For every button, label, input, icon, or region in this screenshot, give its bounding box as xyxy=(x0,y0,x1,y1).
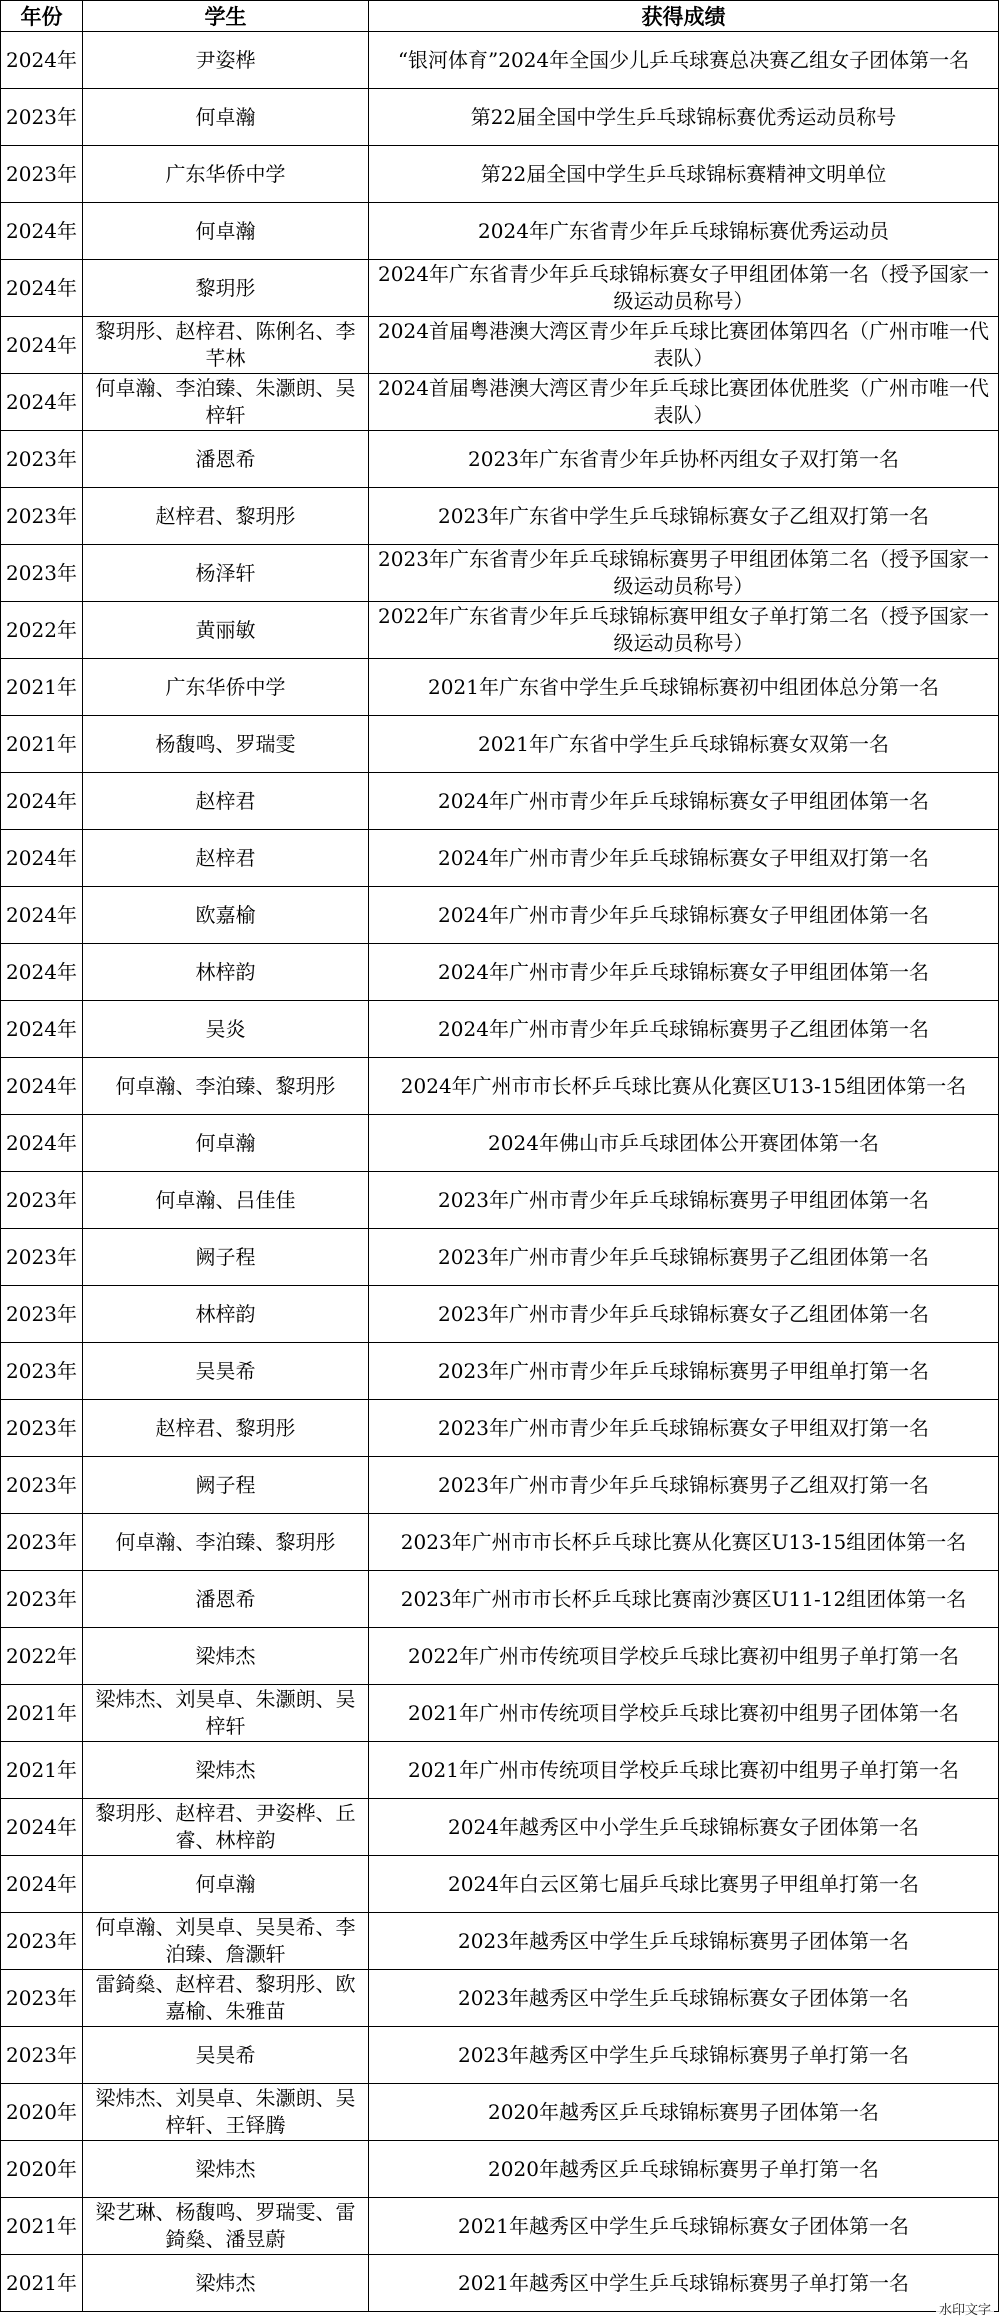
row-year: 2024年 xyxy=(1,317,83,374)
row-student: 赵梓君 xyxy=(83,830,369,887)
row-student: 何卓瀚、李泊臻、朱灏朗、吴梓轩 xyxy=(83,374,369,431)
row-student: 林梓韵 xyxy=(83,1286,369,1343)
row-award: 2024年广州市青少年乒乓球锦标赛女子甲组双打第一名 xyxy=(369,830,999,887)
row-student: 尹姿桦 xyxy=(83,32,369,89)
table-row xyxy=(1,1286,999,1343)
table-row xyxy=(1,1058,999,1115)
row-year: 2022年 xyxy=(1,1628,83,1685)
row-award: 2023年广州市青少年乒乓球锦标赛女子乙组团体第一名 xyxy=(369,1286,999,1343)
row-year: 2023年 xyxy=(1,1457,83,1514)
row-year: 2023年 xyxy=(1,146,83,203)
table-row xyxy=(1,203,999,260)
row-student: 赵梓君、黎玥彤 xyxy=(83,488,369,545)
row-award: 2021年越秀区中学生乒乓球锦标赛女子团体第一名 xyxy=(369,2198,999,2255)
row-year: 2021年 xyxy=(1,1685,83,1742)
row-student: 阙子程 xyxy=(83,1229,369,1286)
table-row xyxy=(1,1856,999,1913)
row-student: 何卓瀚 xyxy=(83,203,369,260)
row-student: 何卓瀚、刘昊卓、吴昊希、李泊臻、詹灏轩 xyxy=(83,1913,369,1970)
table-row xyxy=(1,2255,999,2312)
table-row xyxy=(1,1571,999,1628)
row-award: 2024年越秀区中小学生乒乓球锦标赛女子团体第一名 xyxy=(369,1799,999,1856)
row-student: 吴炎 xyxy=(83,1001,369,1058)
row-year: 2020年 xyxy=(1,2141,83,2198)
header-row xyxy=(1,1,999,32)
row-year: 2024年 xyxy=(1,32,83,89)
row-student: 何卓瀚 xyxy=(83,1856,369,1913)
row-year: 2023年 xyxy=(1,1913,83,1970)
row-student: 潘恩希 xyxy=(83,431,369,488)
row-award: 2023年广东省青少年乒乓球锦标赛男子甲组团体第二名（授予国家一级运动员称号） xyxy=(369,545,999,602)
row-student: 何卓瀚、李泊臻、黎玥彤 xyxy=(83,1514,369,1571)
table-row xyxy=(1,716,999,773)
table-row xyxy=(1,1172,999,1229)
row-student: 梁炜杰、刘昊卓、朱灏朗、吴梓轩 xyxy=(83,1685,369,1742)
row-student: 林梓韵 xyxy=(83,944,369,1001)
table-row xyxy=(1,1001,999,1058)
row-award: 2020年越秀区乒乓球锦标赛男子单打第一名 xyxy=(369,2141,999,2198)
row-award: 2024年白云区第七届乒乓球比赛男子甲组单打第一名 xyxy=(369,1856,999,1913)
table-row xyxy=(1,374,999,431)
row-year: 2024年 xyxy=(1,1799,83,1856)
row-award: 2024年广州市青少年乒乓球锦标赛女子甲组团体第一名 xyxy=(369,887,999,944)
table-row xyxy=(1,659,999,716)
table-row xyxy=(1,545,999,602)
table-row xyxy=(1,773,999,830)
row-student: 黎玥彤、赵梓君、陈俐名、李芊林 xyxy=(83,317,369,374)
row-award: 2024年广州市青少年乒乓球锦标赛男子乙组团体第一名 xyxy=(369,1001,999,1058)
row-award: 2024年广东省青少年乒乓球锦标赛优秀运动员 xyxy=(369,203,999,260)
row-year: 2023年 xyxy=(1,1286,83,1343)
row-award: 2023年广州市市长杯乒乓球比赛从化赛区U13-15组团体第一名 xyxy=(369,1514,999,1571)
row-year: 2021年 xyxy=(1,1742,83,1799)
row-student: 梁炜杰 xyxy=(83,2255,369,2312)
table-row xyxy=(1,1628,999,1685)
row-award: 2024首届粤港澳大湾区青少年乒乓球比赛团体优胜奖（广州市唯一代表队） xyxy=(369,374,999,431)
row-award: 2023年越秀区中学生乒乓球锦标赛女子团体第一名 xyxy=(369,1970,999,2027)
row-year: 2023年 xyxy=(1,488,83,545)
row-year: 2023年 xyxy=(1,545,83,602)
row-student: 黄丽敏 xyxy=(83,602,369,659)
table-row xyxy=(1,1457,999,1514)
table-row xyxy=(1,602,999,659)
row-award: 第22届全国中学生乒乓球锦标赛优秀运动员称号 xyxy=(369,89,999,146)
row-student: 何卓瀚 xyxy=(83,89,369,146)
row-award: 2023年广东省中学生乒乓球锦标赛女子乙组双打第一名 xyxy=(369,488,999,545)
row-year: 2024年 xyxy=(1,1856,83,1913)
row-award: 2021年越秀区中学生乒乓球锦标赛男子单打第一名 xyxy=(369,2255,999,2312)
row-student: 赵梓君、黎玥彤 xyxy=(83,1400,369,1457)
table-row xyxy=(1,1343,999,1400)
row-student: 何卓瀚 xyxy=(83,1115,369,1172)
row-year: 2024年 xyxy=(1,1115,83,1172)
header-student: 学生 xyxy=(83,1,369,32)
row-year: 2023年 xyxy=(1,2027,83,2084)
row-student: 欧嘉榆 xyxy=(83,887,369,944)
row-year: 2023年 xyxy=(1,1400,83,1457)
row-year: 2024年 xyxy=(1,887,83,944)
row-award: “银河体育”2024年全国少儿乒乓球赛总决赛乙组女子团体第一名 xyxy=(369,32,999,89)
row-year: 2023年 xyxy=(1,1571,83,1628)
row-year: 2024年 xyxy=(1,1058,83,1115)
row-student: 黎玥彤 xyxy=(83,260,369,317)
table-row xyxy=(1,488,999,545)
row-student: 潘恩希 xyxy=(83,1571,369,1628)
table-row xyxy=(1,2198,999,2255)
row-student: 吴昊希 xyxy=(83,2027,369,2084)
row-year: 2020年 xyxy=(1,2084,83,2141)
row-award: 2021年广东省中学生乒乓球锦标赛女双第一名 xyxy=(369,716,999,773)
row-award: 2021年广东省中学生乒乓球锦标赛初中组团体总分第一名 xyxy=(369,659,999,716)
table-body xyxy=(1,32,999,2312)
header-year: 年份 xyxy=(1,1,83,32)
table-row xyxy=(1,2027,999,2084)
table-row xyxy=(1,1799,999,1856)
table-row xyxy=(1,830,999,887)
row-year: 2024年 xyxy=(1,1001,83,1058)
row-award: 2023年越秀区中学生乒乓球锦标赛男子团体第一名 xyxy=(369,1913,999,1970)
table-row xyxy=(1,431,999,488)
row-award: 2023年广州市市长杯乒乓球比赛南沙赛区U11-12组团体第一名 xyxy=(369,1571,999,1628)
row-year: 2024年 xyxy=(1,203,83,260)
table-row xyxy=(1,2084,999,2141)
row-award: 2024年佛山市乒乓球团体公开赛团体第一名 xyxy=(369,1115,999,1172)
row-award: 2023年广州市青少年乒乓球锦标赛女子甲组双打第一名 xyxy=(369,1400,999,1457)
row-award: 2024年广州市青少年乒乓球锦标赛女子甲组团体第一名 xyxy=(369,773,999,830)
row-student: 杨馥鸣、罗瑞雯 xyxy=(83,716,369,773)
row-year: 2023年 xyxy=(1,1970,83,2027)
table-row xyxy=(1,887,999,944)
row-student: 梁炜杰 xyxy=(83,1628,369,1685)
row-award: 2020年越秀区乒乓球锦标赛男子团体第一名 xyxy=(369,2084,999,2141)
row-student: 梁炜杰 xyxy=(83,2141,369,2198)
header-award: 获得成绩 xyxy=(369,1,999,32)
row-award: 2021年广州市传统项目学校乒乓球比赛初中组男子团体第一名 xyxy=(369,1685,999,1742)
table-row xyxy=(1,1514,999,1571)
table-row xyxy=(1,1742,999,1799)
row-year: 2023年 xyxy=(1,431,83,488)
table-row xyxy=(1,1400,999,1457)
row-award: 2023年广州市青少年乒乓球锦标赛男子乙组双打第一名 xyxy=(369,1457,999,1514)
row-award: 2023年越秀区中学生乒乓球锦标赛男子单打第一名 xyxy=(369,2027,999,2084)
row-year: 2023年 xyxy=(1,1172,83,1229)
row-student: 何卓瀚、李泊臻、黎玥彤 xyxy=(83,1058,369,1115)
row-award: 2022年广东省青少年乒乓球锦标赛甲组女子单打第二名（授予国家一级运动员称号） xyxy=(369,602,999,659)
table-row xyxy=(1,260,999,317)
row-year: 2023年 xyxy=(1,1229,83,1286)
table-row xyxy=(1,1970,999,2027)
row-award: 2021年广州市传统项目学校乒乓球比赛初中组男子单打第一名 xyxy=(369,1742,999,1799)
row-student: 梁艺琳、杨馥鸣、罗瑞雯、雷錡燊、潘昱蔚 xyxy=(83,2198,369,2255)
row-year: 2021年 xyxy=(1,659,83,716)
table-row xyxy=(1,1913,999,1970)
row-award: 2023年广东省青少年乒协杯丙组女子双打第一名 xyxy=(369,431,999,488)
row-year: 2024年 xyxy=(1,260,83,317)
row-award: 2024首届粤港澳大湾区青少年乒乓球比赛团体第四名（广州市唯一代表队） xyxy=(369,317,999,374)
row-year: 2021年 xyxy=(1,716,83,773)
table-row xyxy=(1,2141,999,2198)
row-student: 梁炜杰、刘昊卓、朱灏朗、吴梓轩、王铎腾 xyxy=(83,2084,369,2141)
table-row xyxy=(1,89,999,146)
row-award: 2022年广州市传统项目学校乒乓球比赛初中组男子单打第一名 xyxy=(369,1628,999,1685)
row-year: 2022年 xyxy=(1,602,83,659)
table-row xyxy=(1,1115,999,1172)
row-year: 2021年 xyxy=(1,2255,83,2312)
row-award: 2024年广州市市长杯乒乓球比赛从化赛区U13-15组团体第一名 xyxy=(369,1058,999,1115)
row-student: 广东华侨中学 xyxy=(83,659,369,716)
row-student: 梁炜杰 xyxy=(83,1742,369,1799)
row-year: 2023年 xyxy=(1,89,83,146)
row-year: 2021年 xyxy=(1,2198,83,2255)
row-student: 黎玥彤、赵梓君、尹姿桦、丘睿、林梓韵 xyxy=(83,1799,369,1856)
row-student: 赵梓君 xyxy=(83,773,369,830)
row-award: 2024年广东省青少年乒乓球锦标赛女子甲组团体第一名（授予国家一级运动员称号） xyxy=(369,260,999,317)
row-student: 雷錡燊、赵梓君、黎玥彤、欧嘉榆、朱雅苗 xyxy=(83,1970,369,2027)
table-row xyxy=(1,1229,999,1286)
row-student: 何卓瀚、吕佳佳 xyxy=(83,1172,369,1229)
watermark-text: 水印文字 xyxy=(936,2298,994,2319)
row-award: 2024年广州市青少年乒乓球锦标赛女子甲组团体第一名 xyxy=(369,944,999,1001)
table-row xyxy=(1,146,999,203)
row-award: 2023年广州市青少年乒乓球锦标赛男子甲组单打第一名 xyxy=(369,1343,999,1400)
row-student: 吴昊希 xyxy=(83,1343,369,1400)
row-year: 2024年 xyxy=(1,830,83,887)
row-student: 杨泽轩 xyxy=(83,545,369,602)
table-row xyxy=(1,32,999,89)
row-student: 阙子程 xyxy=(83,1457,369,1514)
row-year: 2024年 xyxy=(1,773,83,830)
row-year: 2024年 xyxy=(1,374,83,431)
row-year: 2023年 xyxy=(1,1343,83,1400)
row-award: 第22届全国中学生乒乓球锦标赛精神文明单位 xyxy=(369,146,999,203)
row-year: 2024年 xyxy=(1,944,83,1001)
table-row xyxy=(1,1685,999,1742)
row-year: 2023年 xyxy=(1,1514,83,1571)
row-student: 广东华侨中学 xyxy=(83,146,369,203)
table-row xyxy=(1,317,999,374)
table-row xyxy=(1,944,999,1001)
row-award: 2023年广州市青少年乒乓球锦标赛男子乙组团体第一名 xyxy=(369,1229,999,1286)
row-award: 2023年广州市青少年乒乓球锦标赛男子甲组团体第一名 xyxy=(369,1172,999,1229)
